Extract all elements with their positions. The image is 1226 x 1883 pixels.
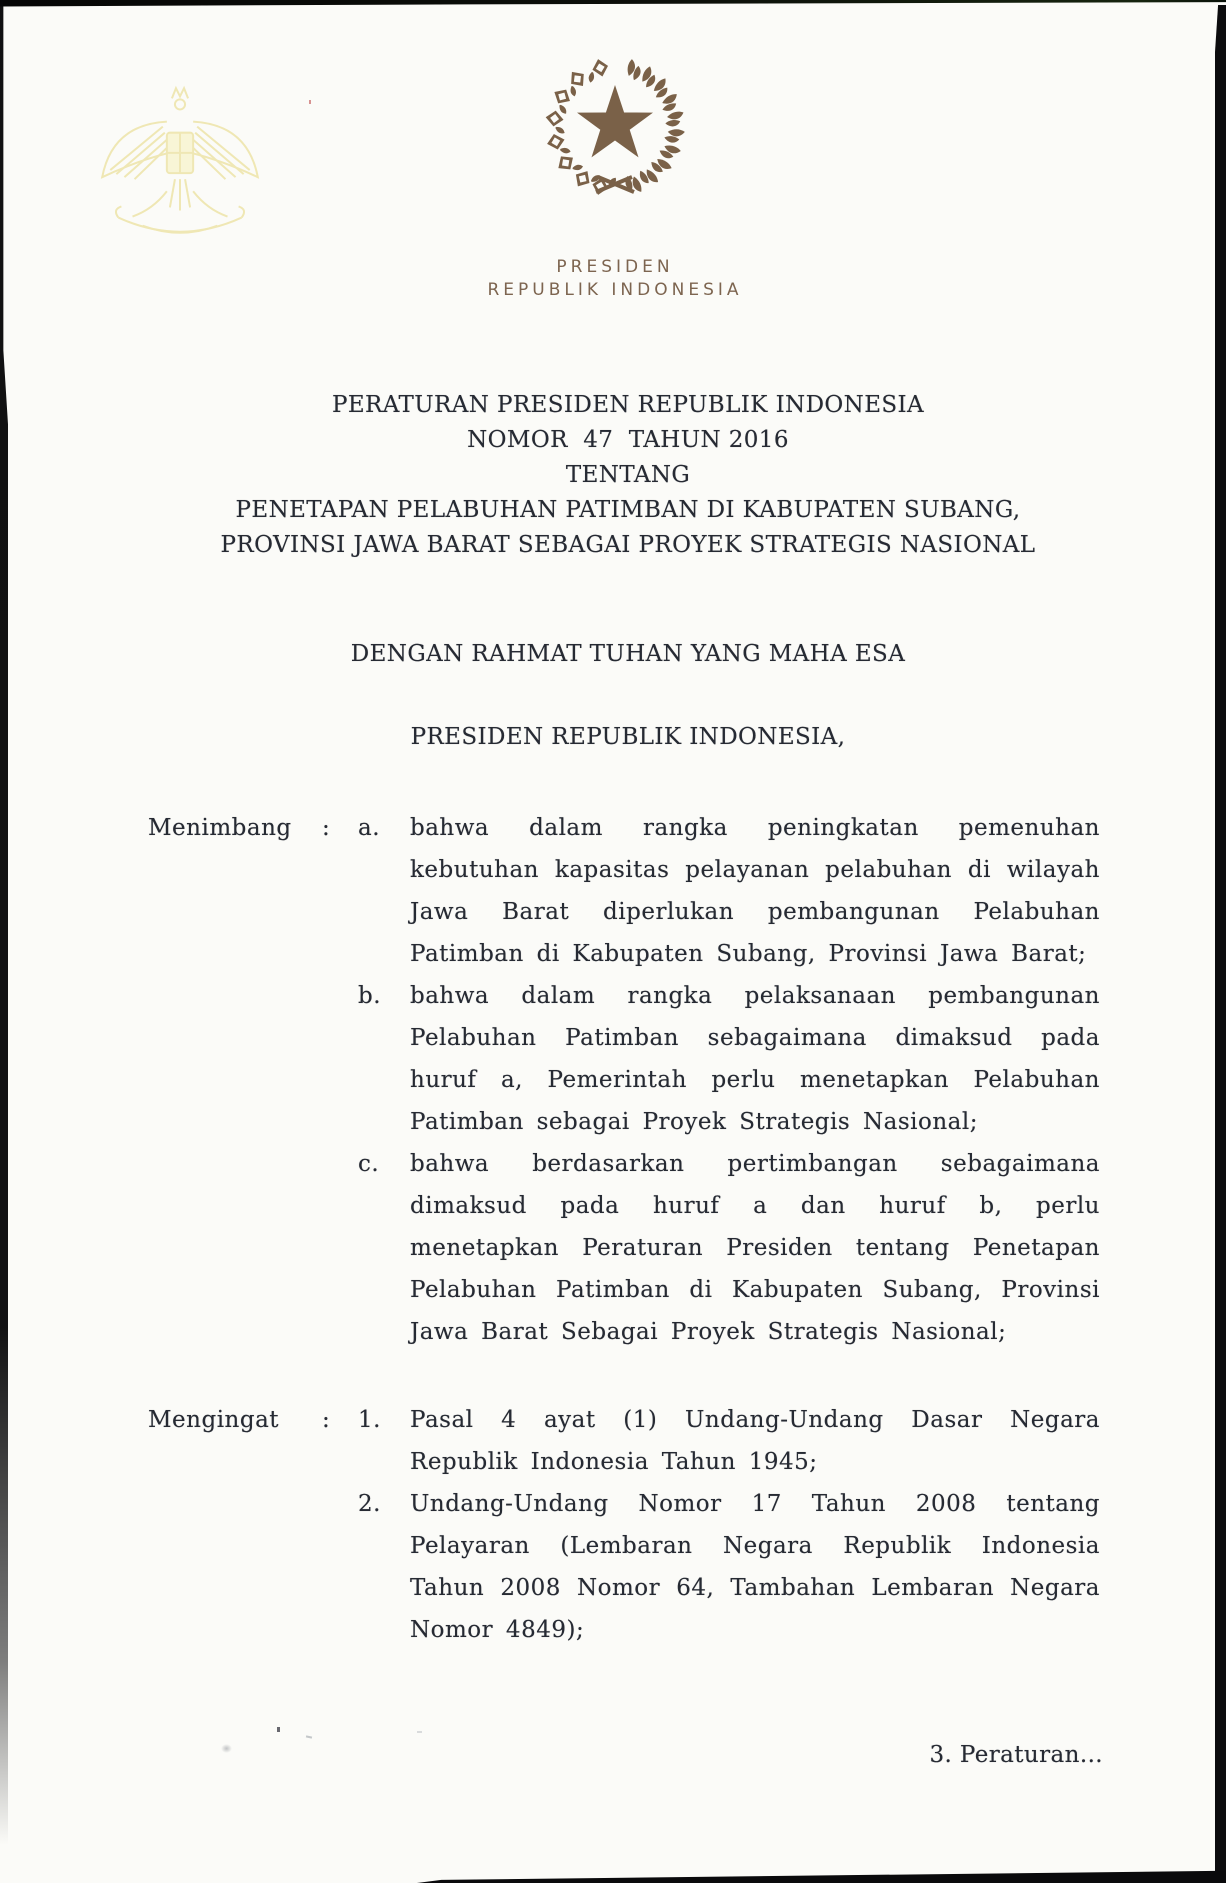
item-text: Pasal 4 ayat (1) Undang-Undang Dasar Negara Republik Indonesia Tahun 1945; [410, 1407, 1100, 1475]
list-item [358, 807, 1100, 975]
title-peraturan: PERATURAN PRESIDEN REPUBLIK INDONESIA [331, 392, 925, 418]
scan-speck [309, 100, 311, 104]
considering-colon: : [322, 815, 331, 841]
scan-speck [221, 1744, 232, 1753]
item-text: Undang-Undang Nomor 17 Tahun 2008 tentang Pelayaran (Lembaran Negara Republik Indonesia Tahun 2008 Nomor 64, Tambahan Lembaran Negara Nomor 4849); [410, 1491, 1100, 1643]
item-text: bahwa dalam rangka pelaksanaan pembangunan Pelabuhan Patimban sebagaimana dimaksud pada huruf a, Pemerintah perlu menetapkan Pelabuhan Patimban sebagai Proyek Strategis Nasional; [410, 983, 1100, 1135]
salutation-line: PRESIDEN REPUBLIK INDONESIA, [410, 724, 846, 750]
scan-edge-left [0, 0, 8, 1845]
item-text: bahwa berdasarkan pertimbangan sebagaimana dimaksud pada huruf a dan huruf b, perlu menetapkan Peraturan Presiden tentang Penetapan Pelabuhan Patimban di Kabupaten Subang, Provinsi Jawa Barat Sebagai Proyek Strategis Nasional; [410, 1151, 1100, 1345]
recalling-items [358, 1399, 1100, 1651]
recalling-label: Mengingat [148, 1407, 280, 1433]
item-text: bahwa dalam rangka peningkatan pemenuhan kebutuhan kapasitas pelayanan pelabuhan di wilayah Jawa Barat diperlukan pembangunan Pelabuhan Patimban di Kabupaten Subang, Provinsi Jawa Barat; [410, 815, 1100, 967]
considering-section [148, 807, 1100, 1353]
seal-caption-line1: PRESIDEN [556, 257, 674, 277]
list-item [358, 1483, 1100, 1651]
scan-edge-right [1215, 5, 1226, 1883]
garuda-watermark-icon [94, 66, 266, 258]
invocation-line: DENGAN RAHMAT TUHAN YANG MAHA ESA [350, 641, 906, 667]
list-item [358, 1143, 1100, 1353]
title-subject-line1: PENETAPAN PELABUHAN PATIMBAN DI KABUPATEN SUBANG, [235, 497, 1021, 523]
item-marker: b. [358, 983, 382, 1009]
scan-edge-bottom [0, 1870, 1226, 1883]
item-marker: c. [358, 1151, 380, 1177]
title-tentang: TENTANG [565, 462, 691, 488]
scan-speck [417, 1731, 422, 1733]
catchword: 3. Peraturan... [929, 1742, 1103, 1768]
seal-caption [115, 256, 1115, 302]
item-marker: a. [358, 815, 381, 841]
list-item [358, 1399, 1100, 1483]
title-nomor: NOMOR 47 TAHUN 2016 [467, 427, 789, 453]
scan-speck [306, 1735, 312, 1738]
regulation-title [128, 388, 1128, 563]
presidential-seal-icon [540, 54, 690, 206]
list-item [358, 975, 1100, 1143]
seal-caption-line2: REPUBLIK INDONESIA [487, 280, 743, 300]
considering-label: Menimbang [148, 815, 292, 841]
recalling-section [148, 1399, 1100, 1651]
scan-edge-top [0, 0, 1226, 7]
item-marker: 2. [358, 1491, 381, 1517]
title-subject-line2: PROVINSI JAWA BARAT SEBAGAI PROYEK STRATEGIS NASIONAL [220, 532, 1036, 558]
considering-items [358, 807, 1100, 1353]
item-marker: 1. [358, 1407, 381, 1433]
recalling-colon: : [322, 1407, 331, 1433]
scan-speck [277, 1727, 280, 1732]
